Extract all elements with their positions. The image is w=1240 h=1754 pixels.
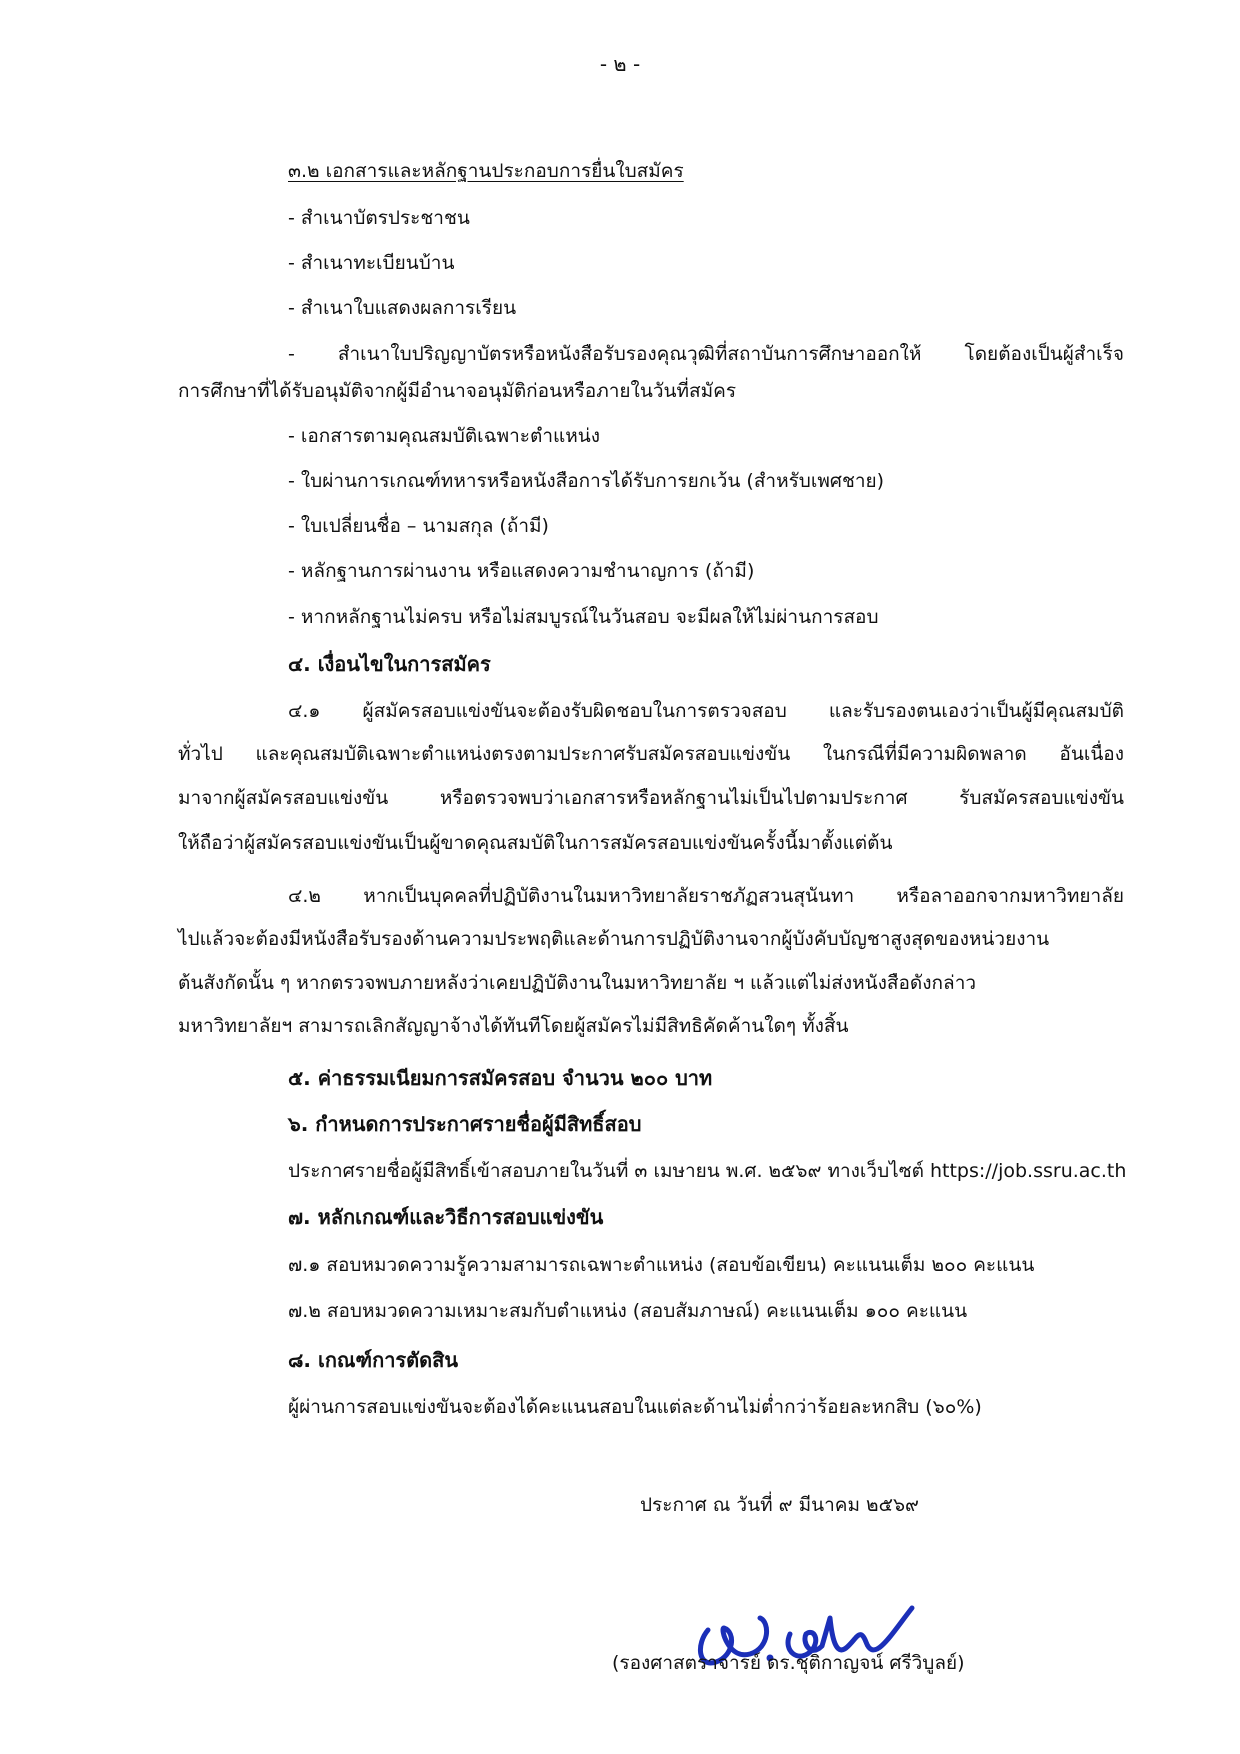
section-6-heading: ๖. กำหนดการประกาศรายชื่อผู้มีสิทธิ์สอบ <box>288 1112 642 1136</box>
paragraph-4-2-line: มหาวิทยาลัยฯ สามารถเลิกสัญญาจ้างได้ทันทีโดยผู้สมัครไม่มีสิทธิคัดค้านใดๆ ทั้งสิ้น <box>178 1015 849 1037</box>
section-8-heading: ๘. เกณฑ์การตัดสิน <box>288 1348 459 1372</box>
paragraph-4-1-line: ให้ถือว่าผู้สมัครสอบแข่งขันเป็นผู้ขาดคุณสมบัติในการสมัครสอบแข่งขันครั้งนี้มาตั้งแต่ต้น <box>178 832 893 854</box>
announce-date: ประกาศ ณ วันที่ ๙ มีนาคม ๒๕๖๙ <box>640 1494 919 1516</box>
degree-line-2: การศึกษาที่ได้รับอนุมัติจากผู้มีอำนาจอนุมัติก่อนหรือภายในวันที่สมัคร <box>178 380 737 402</box>
section-8-text: ผู้ผ่านการสอบแข่งขันจะต้องได้คะแนนสอบในแต่ละด้านไม่ต่ำกว่าร้อยละหกสิบ (๖๐%) <box>288 1396 982 1418</box>
paragraph-4-2-line: ต้นสังกัดนั้น ๆ หากตรวจพบภายหลังว่าเคยปฏิบัติงานในมหาวิทยาลัย ฯ แล้วแต่ไม่ส่งหนังสือดังกล่าว <box>178 972 977 994</box>
list-item: - สำเนาใบแสดงผลการเรียน <box>288 297 517 319</box>
paragraph-4-2-line: ๔.๒ หากเป็นบุคคลที่ปฏิบัติงานในมหาวิทยาลัยราชภัฏสวนสุนันทา หรือลาออกจากมหาวิทยาลัย <box>288 885 1124 907</box>
section-7-item: ๗.๑ สอบหมวดความรู้ความสามารถเฉพาะตำแหน่ง (สอบข้อเขียน) คะแนนเต็ม ๒๐๐ คะแนน <box>288 1254 1035 1276</box>
section-6-text: ประกาศรายชื่อผู้มีสิทธิ์เข้าสอบภายในวันที่ ๓ เมษายน พ.ศ. ๒๕๖๙ ทางเว็บไซต์ https://job.ssru.ac.th <box>288 1160 1127 1182</box>
paragraph-4-2-line: ไปแล้วจะต้องมีหนังสือรับรองด้านความประพฤติและด้านการปฏิบัติงานจากผู้บังคับบัญชาสูงสุดของหน่วยงาน <box>178 928 1050 950</box>
section-5-heading: ๕. ค่าธรรมเนียมการสมัครสอบ จำนวน ๒๐๐ บาท <box>288 1066 713 1090</box>
section-7-item: ๗.๒ สอบหมวดความเหมาะสมกับตำแหน่ง (สอบสัมภาษณ์) คะแนนเต็ม ๑๐๐ คะแนน <box>288 1300 968 1322</box>
list-item: - สำเนาทะเบียนบ้าน <box>288 252 455 274</box>
degree-line-1: - สำเนาใบปริญญาบัตรหรือหนังสือรับรองคุณวุฒิที่สถาบันการศึกษาออกให้ โดยต้องเป็นผู้สำเร็จ <box>288 343 1124 365</box>
list-item: - ใบผ่านการเกณฑ์ทหารหรือหนังสือการได้รับการยกเว้น (สำหรับเพศชาย) <box>288 470 885 492</box>
section-4-heading: ๔. เงื่อนไขในการสมัคร <box>288 652 491 676</box>
list-item: - หลักฐานการผ่านงาน หรือแสดงความชำนาญการ (ถ้ามี) <box>288 560 755 582</box>
signer-name: (รองศาสตราจารย์ ดร.ชุติกาญจน์ ศรีวิบูลย์) <box>612 1652 965 1674</box>
list-item: - หากหลักฐานไม่ครบ หรือไม่สมบูรณ์ในวันสอบ จะมีผลให้ไม่ผ่านการสอบ <box>288 606 879 628</box>
paragraph-4-1-line: ๔.๑ ผู้สมัครสอบแข่งขันจะต้องรับผิดชอบในการตรวจสอบ และรับรองตนเองว่าเป็นผู้มีคุณสมบัติ <box>288 700 1124 722</box>
page-number: - ๒ - <box>599 52 641 76</box>
list-item: - เอกสารตามคุณสมบัติเฉพาะตำแหน่ง <box>288 425 601 447</box>
paragraph-4-1-line: ทั่วไป และคุณสมบัติเฉพาะตำแหน่งตรงตามประกาศรับสมัครสอบแข่งขัน ในกรณีที่มีความผิดพลาด อันเนื่อง <box>178 743 1124 765</box>
list-item: - ใบเปลี่ยนชื่อ – นามสกุล (ถ้ามี) <box>288 515 549 537</box>
section-7-heading: ๗. หลักเกณฑ์และวิธีการสอบแข่งขัน <box>288 1205 604 1229</box>
section-3-2-heading: ๓.๒ เอกสารและหลักฐานประกอบการยื่นใบสมัคร <box>288 160 684 182</box>
paragraph-4-1-line: มาจากผู้สมัครสอบแข่งขัน หรือตรวจพบว่าเอกสารหรือหลักฐานไม่เป็นไปตามประกาศ รับสมัครสอบแข่งขัน <box>178 787 1124 809</box>
list-item: - สำเนาบัตรประชาชน <box>288 207 470 229</box>
